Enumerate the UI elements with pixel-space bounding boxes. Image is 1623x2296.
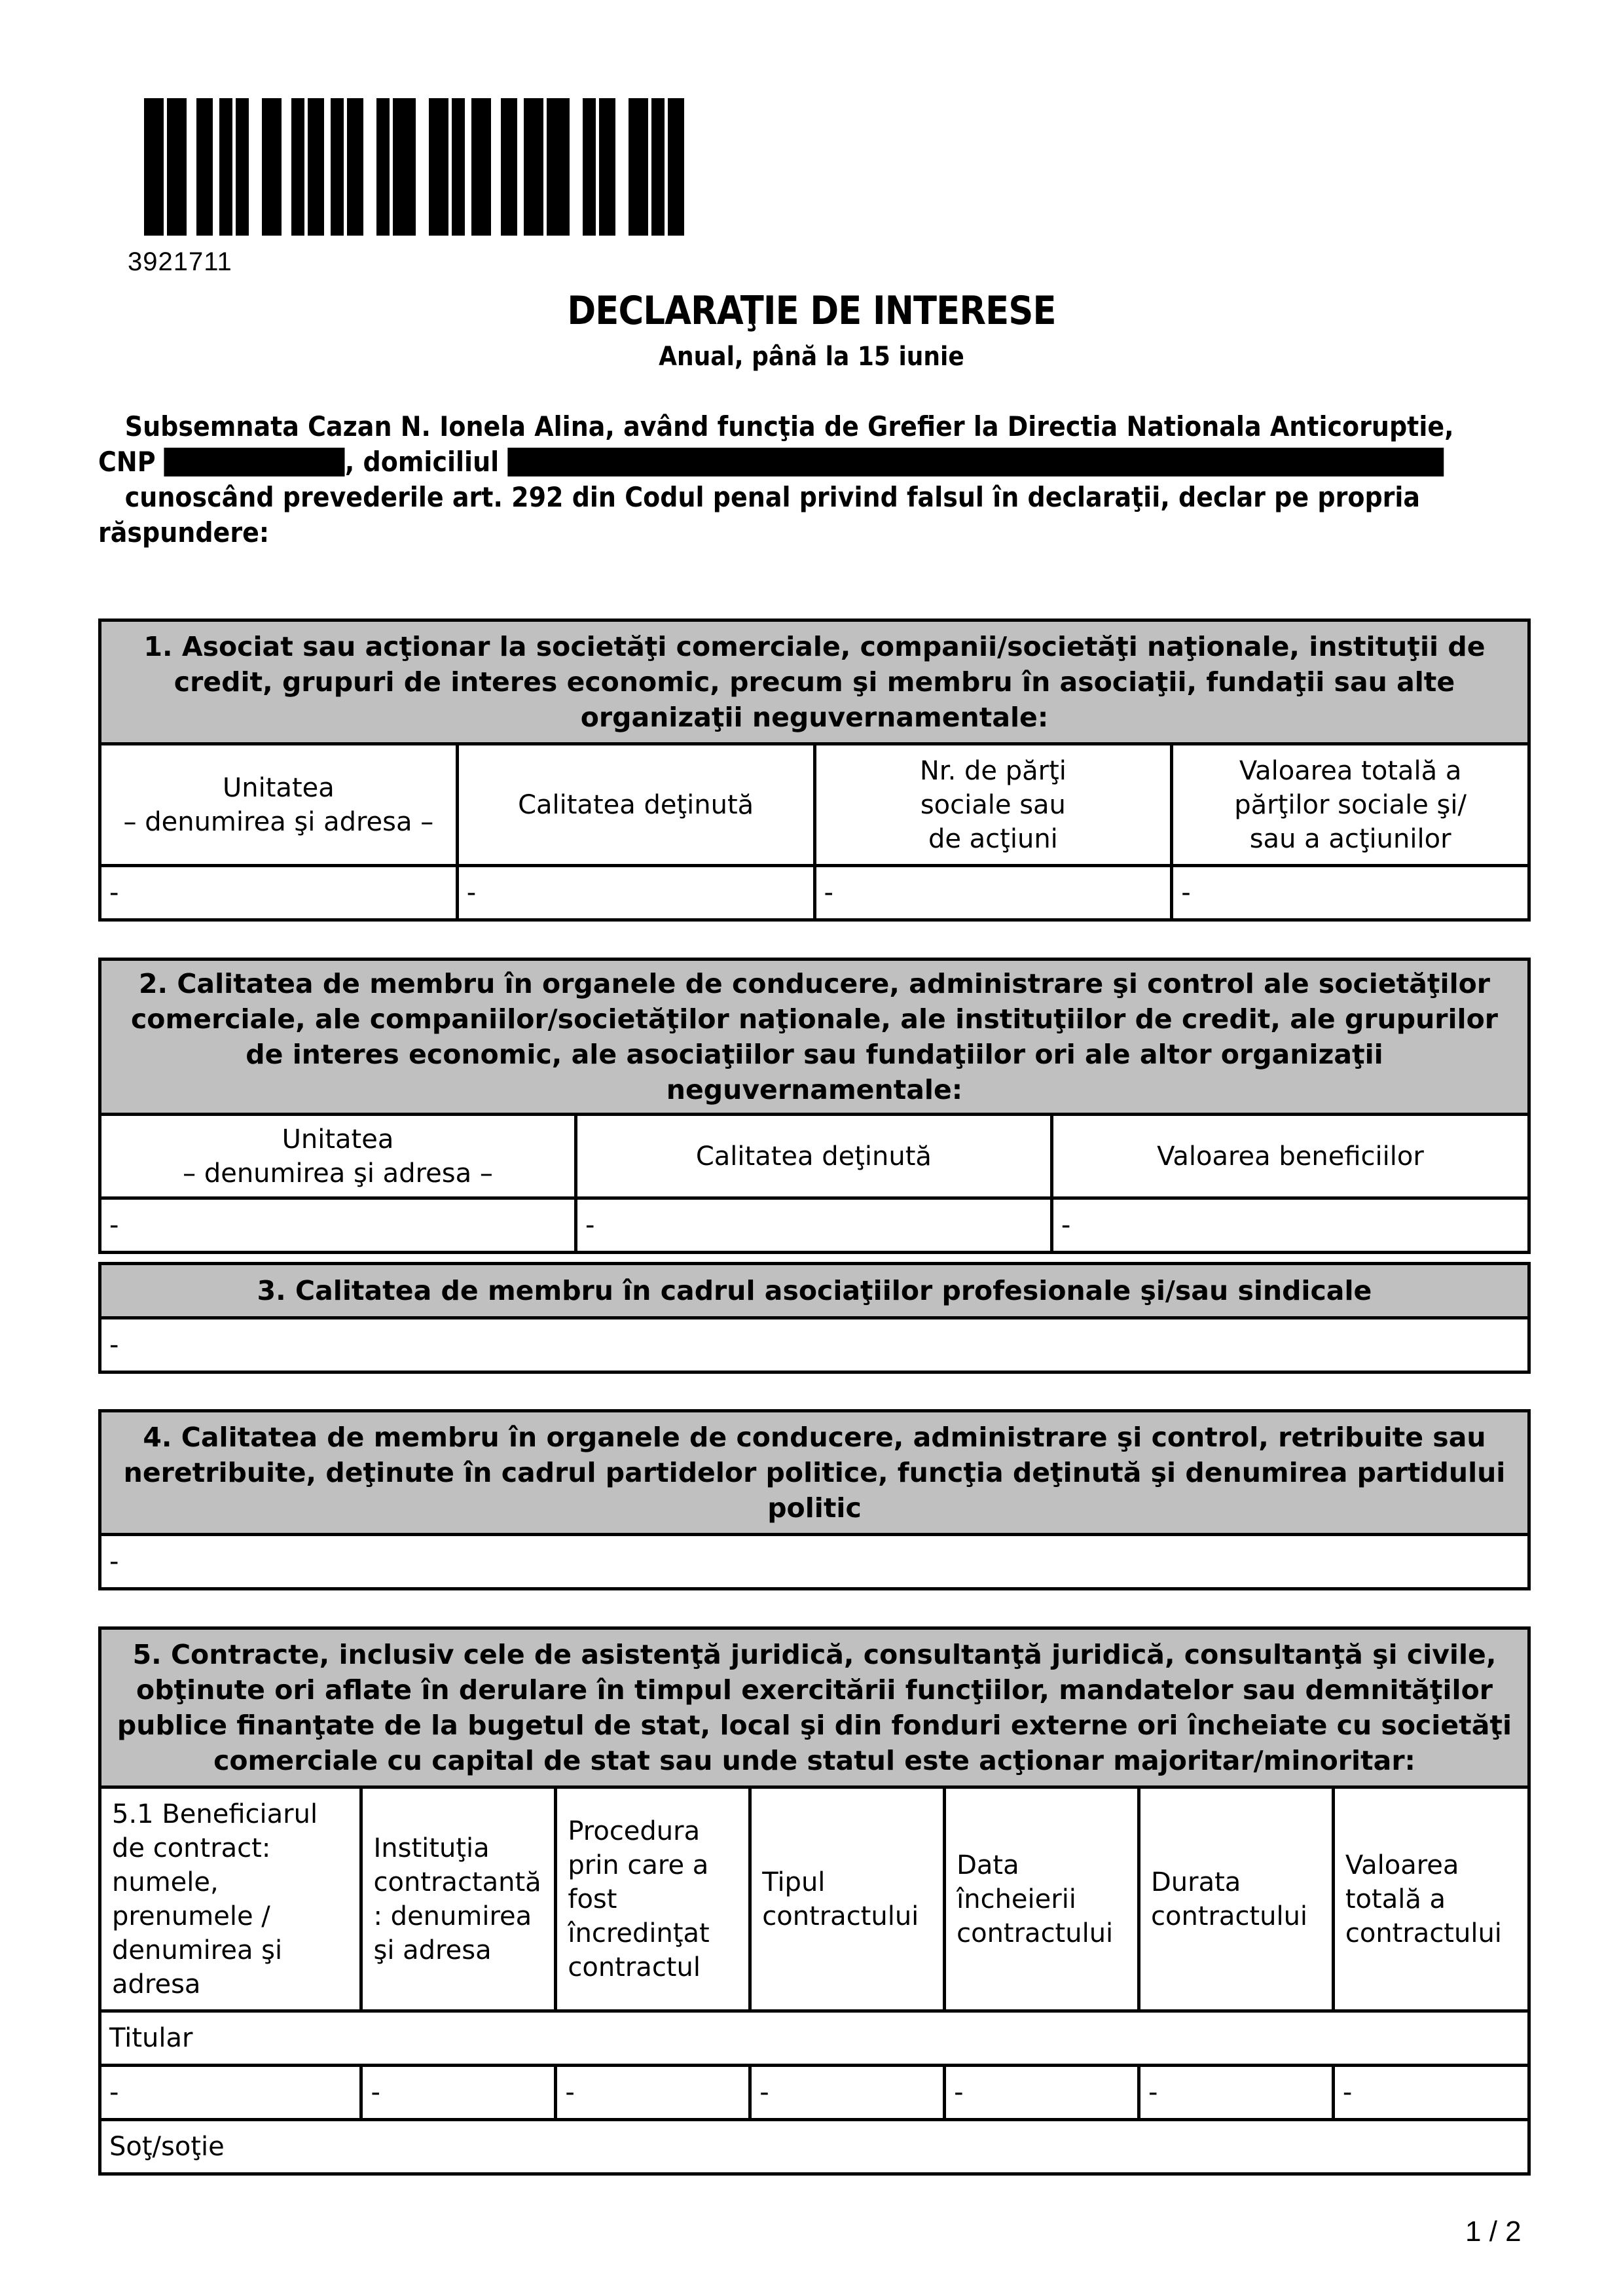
table-row <box>100 1318 1529 1372</box>
section-1-heading: 1. Asociat sau acţionar la societăţi comerciale, companii/societăţi naţionale, instituţii de credit, grupuri de interes economic, precum şi membru în asociaţii, fundaţii sau alte organizaţii neguvernamentale: <box>100 620 1529 744</box>
page-number: 1 / 2 <box>1465 2215 1522 2248</box>
table-cell: - <box>945 2066 1139 2120</box>
section-5-heading: 5. Contracte, inclusiv cele de asistenţă juridică, consultanţă juridică, consultanţă şi civile, obţinute ori aflate în derulare în timpul exercitării funcţiilor, mandatelor sau demnităţilor publice finanţate de la bugetul de stat, local şi din fonduri externe ori încheiate cu societăţi comerciale cu capital de stat sau unde statul este acţionar majoritar/minoritar: <box>100 1628 1529 1787</box>
table-cell: - <box>1172 866 1529 920</box>
section-2-table <box>98 958 1531 1254</box>
section-3-table <box>98 1262 1531 1374</box>
column-header-role: Calitatea deţinută <box>575 1115 1051 1198</box>
legal-notice-line: cunoscând prevederile art. 292 din Codul penal privind falsul în declaraţii, declar pe propria <box>124 481 1421 513</box>
declarant-line: Subsemnata Cazan N. Ionela Alina, având funcţia de Grefier la Directia Nationala Anticoruptie, <box>124 410 1454 442</box>
cnp-redaction <box>164 448 345 476</box>
table-row <box>100 1535 1529 1589</box>
section-4-heading: 4. Calitatea de membru în organele de conducere, administrare şi control, retribuite sau neretribuite, deţinute în cadrul partidelor politice, funcţia deţinută şi denumirea partidului politic <box>100 1411 1529 1535</box>
table-row <box>100 1198 1529 1253</box>
column-header-beneficiary: 5.1 Beneficiarul de contract: numele, prenumele / denumirea şi adresa <box>100 1787 361 2011</box>
barcode <box>137 98 881 236</box>
cnp-label: CNP <box>98 446 156 478</box>
section-4-table <box>98 1409 1531 1590</box>
column-header-unit: Unitatea – denumirea şi adresa – <box>100 744 458 866</box>
table-cell: - <box>457 866 814 920</box>
table-cell: - <box>100 1535 1529 1589</box>
column-header-contract-type: Tipul contractului <box>750 1787 945 2011</box>
group-label-spouse: Soţ/soţie <box>100 2120 1529 2174</box>
column-header-contract-duration: Durata contractului <box>1139 1787 1333 2011</box>
table-cell: - <box>100 1318 1529 1372</box>
column-header-contract-date: Data încheierii contractului <box>945 1787 1139 2011</box>
legal-notice-end: răspundere: <box>98 516 270 548</box>
table-cell: - <box>814 866 1172 920</box>
address-redaction <box>507 448 1444 476</box>
table-cell: - <box>575 1198 1051 1253</box>
table-row <box>100 866 1529 920</box>
table-cell: - <box>1051 1198 1529 1253</box>
table-cell: - <box>100 866 458 920</box>
table-cell: - <box>1333 2066 1529 2120</box>
section-2-heading: 2. Calitatea de membru în organele de conducere, administrare şi control ale societăţilor comerciale, ale companiilor/societăţilor naţionale, ale instituţiilor de credit, ale grupurilor de interes economic, ale asociaţiilor sau fundaţiilor ori ale altor organizaţii neguvernamentale: <box>100 960 1529 1115</box>
table-cell: - <box>556 2066 750 2120</box>
document-title: DECLARAŢIE DE INTERESE <box>567 288 1056 334</box>
table-cell: - <box>750 2066 945 2120</box>
column-header-contracting-institution: Instituţia contractantă : denumirea şi adresa <box>361 1787 556 2011</box>
column-header-contract-value: Valoarea totală a contractului <box>1333 1787 1529 2011</box>
column-header-unit: Unitatea – denumirea şi adresa – <box>100 1115 576 1198</box>
column-header-role: Calitatea deţinută <box>457 744 814 866</box>
domiciliu-label: , domiciliul <box>344 446 500 478</box>
table-cell: - <box>361 2066 556 2120</box>
table-cell: - <box>100 1198 576 1253</box>
document-subtitle: Anual, până la 15 iunie <box>659 342 964 372</box>
column-header-benefits: Valoarea beneficiilor <box>1051 1115 1529 1198</box>
group-row-titular <box>100 2011 1529 2066</box>
column-header-shares-count: Nr. de părţi sociale sau de acţiuni <box>814 744 1172 866</box>
table-cell: - <box>1139 2066 1333 2120</box>
declarant-statement <box>98 409 1539 550</box>
table-cell: - <box>100 2066 361 2120</box>
section-1-table <box>98 619 1531 922</box>
group-label-titular: Titular <box>100 2011 1529 2066</box>
group-row-spouse <box>100 2120 1529 2174</box>
barcode-number: 3921711 <box>128 247 232 276</box>
column-header-procedure: Procedura prin care a fost încredinţat contractul <box>556 1787 750 2011</box>
table-row <box>100 2066 1529 2120</box>
section-3-heading: 3. Calitatea de membru în cadrul asociaţiilor profesionale şi/sau sindicale <box>100 1264 1529 1318</box>
section-5-table <box>98 1626 1531 2176</box>
column-header-shares-value: Valoarea totală a părţilor sociale şi/ sau a acţiunilor <box>1172 744 1529 866</box>
